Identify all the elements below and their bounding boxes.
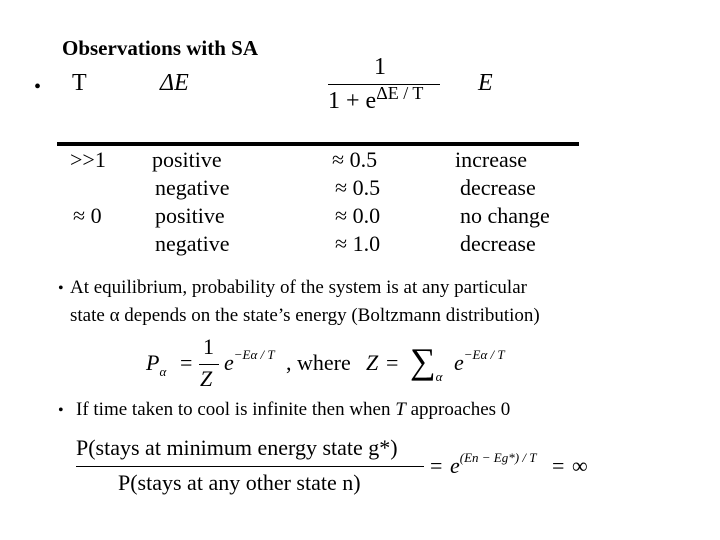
- boltzmann-Z: Z: [366, 350, 379, 375]
- boltzmann-exponent-2: −Eα / T: [463, 347, 505, 362]
- final-fraction-line: [76, 466, 424, 467]
- final-exp: [450, 450, 537, 479]
- cell-prob: ≈ 0.0: [335, 203, 381, 228]
- header-prob-denominator: [328, 83, 424, 115]
- final-numerator: P(stays at minimum energy state g*): [76, 435, 398, 460]
- header-prob-exponent: ΔE / T: [376, 83, 424, 103]
- cell-prob: ≈ 1.0: [335, 231, 381, 256]
- boltzmann-e: e: [224, 350, 234, 375]
- cell-delta-E: positive: [152, 147, 222, 172]
- boltzmann-fraction-line: [199, 364, 219, 365]
- cell-E: decrease: [460, 175, 536, 200]
- boltzmann-equals: =: [180, 350, 193, 375]
- boltzmann-equals-2: =: [386, 350, 399, 375]
- sigma-symbol: ∑: [410, 341, 436, 381]
- table-rule: [57, 142, 579, 146]
- final-denominator: P(stays at any other state n): [118, 470, 361, 495]
- cell-E: no change: [460, 203, 550, 228]
- boltzmann-frac-denominator: Z: [200, 366, 213, 391]
- infinite-text-suffix: approaches 0: [410, 399, 511, 420]
- boltzmann-P: P: [146, 350, 160, 375]
- header-delta-E: ΔE: [160, 70, 189, 96]
- cell-T: ≈ 0: [73, 203, 102, 228]
- boltzmann-lhs: [146, 350, 167, 379]
- cell-delta-E: positive: [155, 203, 225, 228]
- final-exponent: (En − Eg*) / T: [459, 450, 537, 465]
- sigma-subscript: α: [435, 369, 443, 384]
- cell-prob: ≈ 0.5: [335, 175, 381, 200]
- infinite-text-prefix: If time taken to cool is infinite then when: [76, 399, 391, 420]
- header-prob-denominator-prefix: 1 + e: [328, 88, 377, 114]
- final-equals-2: =: [552, 453, 565, 478]
- infinite-text-T: T: [395, 399, 406, 420]
- final-e: e: [450, 453, 460, 478]
- boltzmann-exponent: −Eα / T: [233, 347, 275, 362]
- boltzmann-exp-2: [454, 347, 505, 376]
- boltzmann-P-subscript: α: [159, 364, 167, 379]
- bullet: •: [34, 76, 42, 98]
- cell-delta-E: negative: [155, 175, 230, 200]
- equilibrium-line-1: At equilibrium, probability of the system is at any particular: [70, 277, 527, 298]
- cell-E: increase: [455, 147, 528, 172]
- cell-T: >>1: [70, 147, 106, 172]
- bullet: •: [58, 402, 64, 419]
- boltzmann-exp: [224, 347, 275, 376]
- infinity-symbol: ∞: [572, 453, 588, 478]
- header-E: E: [478, 70, 493, 96]
- cell-delta-E: negative: [155, 231, 230, 256]
- equilibrium-line-2: state α depends on the state’s energy (Boltzmann distribution): [70, 305, 540, 326]
- boltzmann-where: , where: [286, 350, 351, 375]
- cell-E: decrease: [460, 231, 536, 256]
- slide-title: Observations with SA: [62, 36, 259, 60]
- infinite-cooling-text: [76, 399, 510, 421]
- cell-prob: ≈ 0.5: [332, 147, 378, 172]
- bullet: •: [58, 280, 64, 297]
- boltzmann-sum: [410, 336, 443, 384]
- boltzmann-e-2: e: [454, 350, 464, 375]
- boltzmann-frac-numerator: 1: [203, 334, 214, 359]
- final-equals: =: [430, 453, 443, 478]
- header-prob-numerator: 1: [374, 54, 386, 80]
- header-T: T: [72, 70, 87, 96]
